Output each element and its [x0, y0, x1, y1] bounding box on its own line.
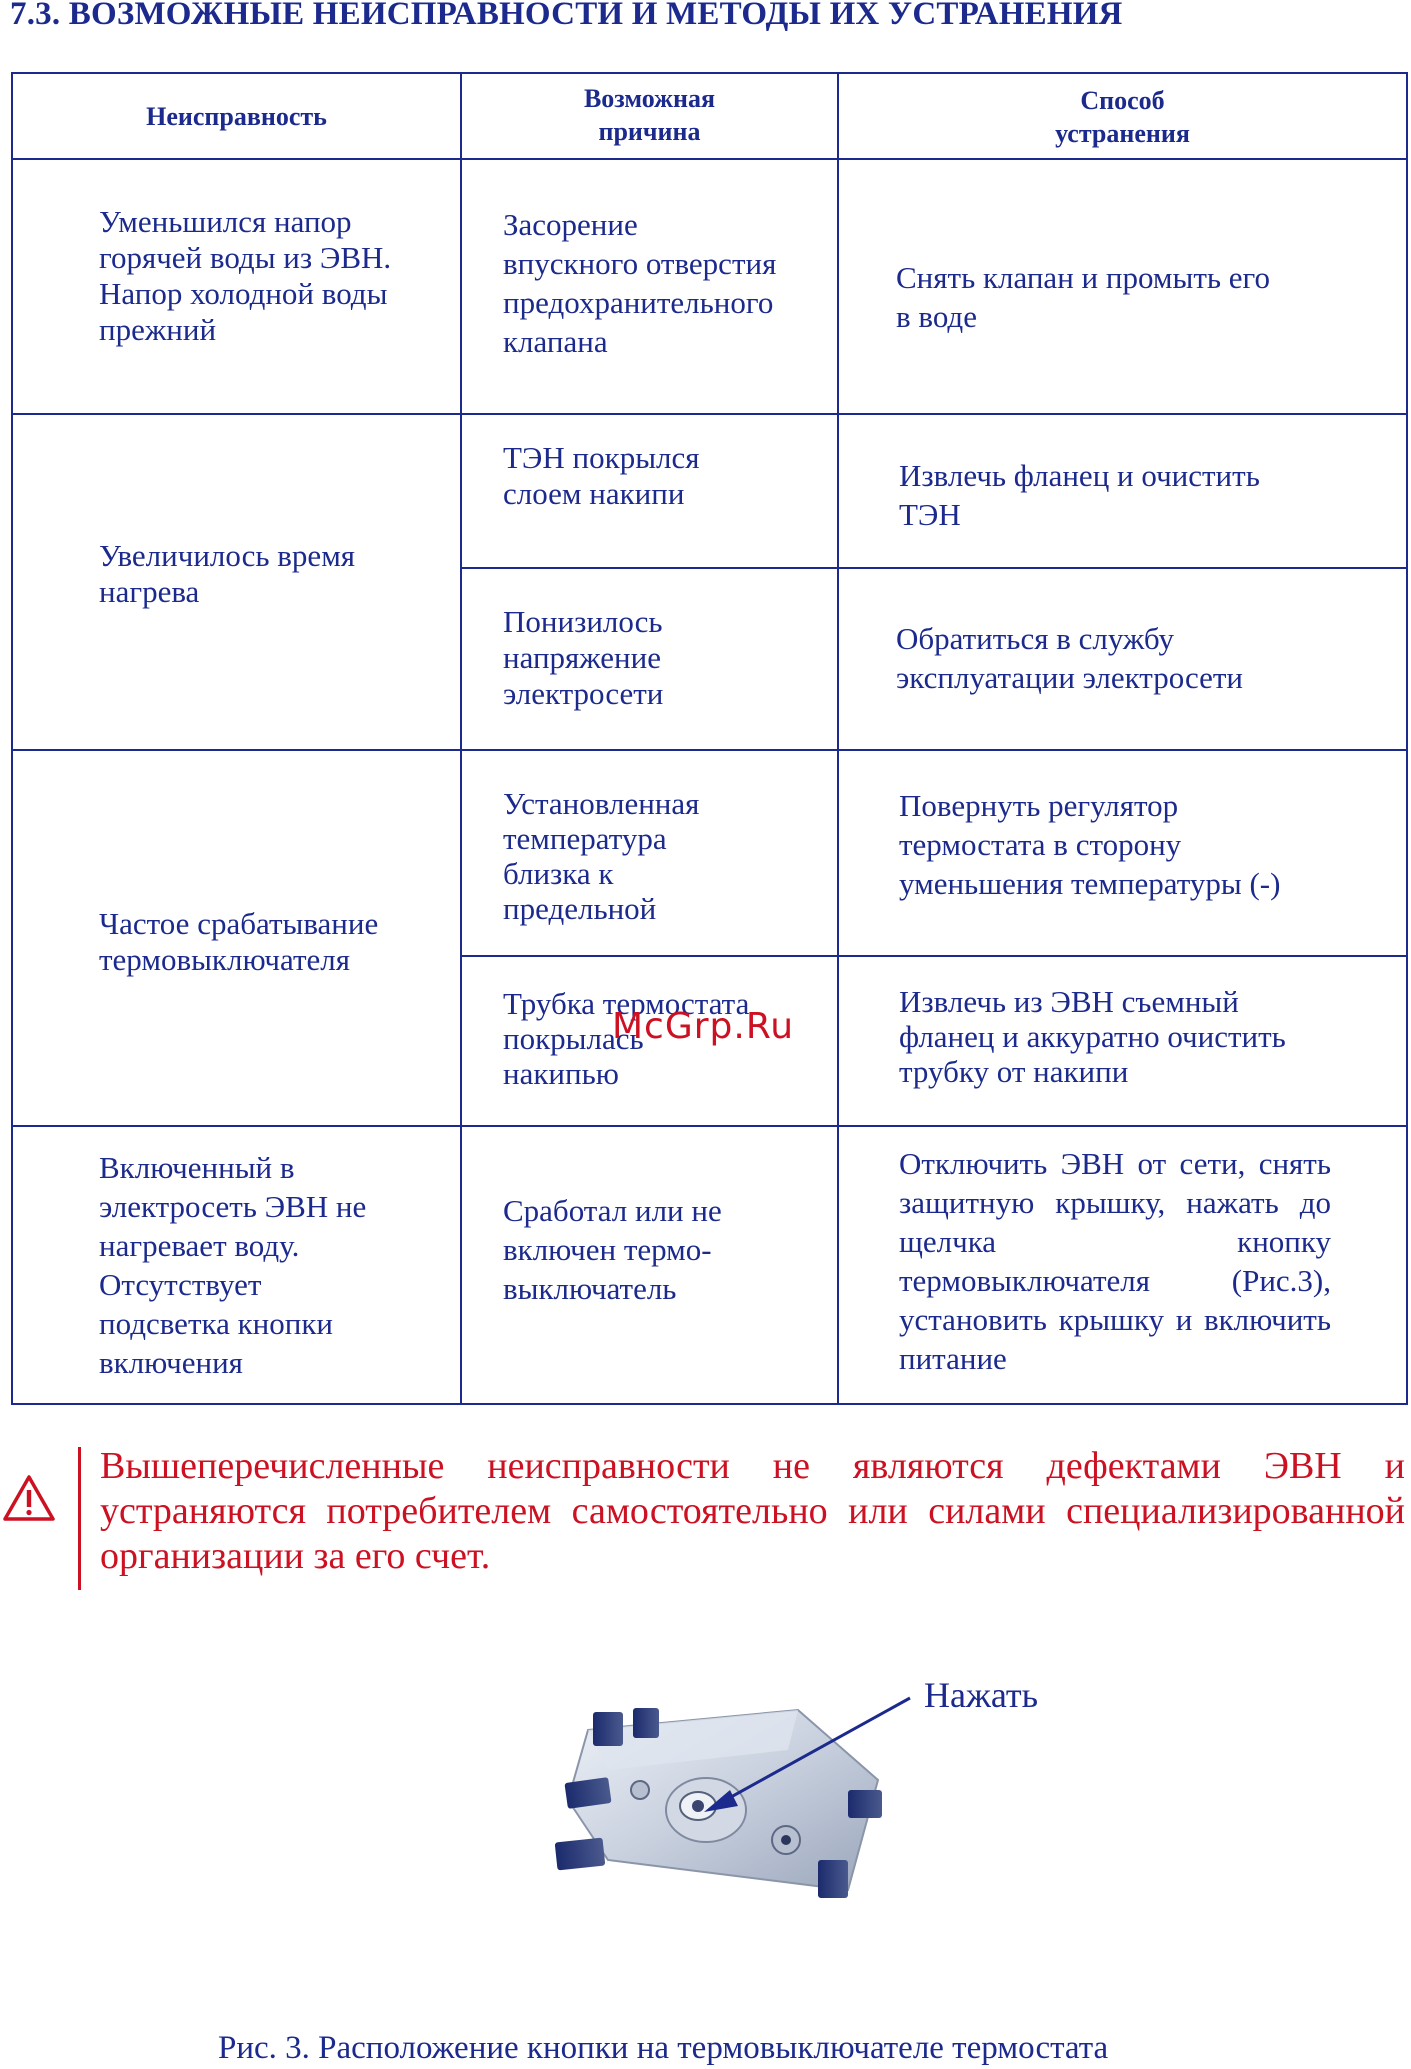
table-rule [460, 955, 1406, 957]
remedy-cell: Повернуть регулятор термостата в сторону уменьшения температуры (-) [899, 788, 1281, 901]
header-remedy: Способ устранения [1055, 86, 1190, 148]
fault-cell: Включенный в электросеть ЭВН не нагревает воду. Отсутствует подсветка кнопки включения [99, 1150, 367, 1380]
table-rule [837, 72, 839, 1405]
figure-caption: Рис. 3. Расположение кнопки на термовыключателе термостата [218, 2030, 1109, 2066]
callout-arrow [700, 1690, 920, 1820]
warning-text: Вышеперечисленные неисправности не являются дефектами ЭВН и устраняются потребителем самостоятельно или силами специализированной организации за его счет. [100, 1445, 1405, 1577]
remedy-cell: Извлечь фланец и очистить ТЭН [899, 458, 1260, 532]
header-cause: Возможная причина [583, 84, 716, 146]
fault-cell: Увеличилось время нагрева [99, 538, 356, 609]
table-rule [13, 749, 1406, 751]
troubleshooting-table [11, 72, 1408, 1405]
callout-label: Нажать [924, 1675, 1039, 1715]
remedy-cell: Обратиться в службу эксплуатации электросети [896, 621, 1244, 695]
table-rule [13, 158, 1406, 160]
cause-cell: Понизилось напряжение электросети [503, 604, 664, 711]
fault-cell: Уменьшился напор горячей воды из ЭВН. Напор холодной воды прежний [99, 204, 392, 347]
cause-cell: Трубка термостата покрылась накипью [503, 986, 750, 1091]
cause-cell: Сработал или не включен термо- выключатель [503, 1193, 722, 1306]
cause-cell: ТЭН покрылся слоем накипи [503, 440, 700, 511]
cause-cell: Установленная температура близка к предельной [503, 786, 700, 926]
header-fault: Неисправность [146, 102, 327, 131]
cause-cell: Засорение впускного отверстия предохранительного клапана [503, 207, 777, 359]
remedy-cell: Извлечь из ЭВН съемный фланец и аккуратно очистить трубку от накипи [899, 984, 1286, 1089]
remedy-cell: Отключить ЭВН от сети, снять защитную крышку, нажать до щелчка кнопку термовыключателя (Рис.3), установить крышку и включить питание [899, 1146, 1331, 1376]
table-rule [460, 567, 1406, 569]
table-rule [13, 72, 1406, 74]
table-rule [13, 1125, 1406, 1127]
fault-cell: Частое срабатывание термовыключателя [99, 906, 379, 977]
warning-triangle-icon [2, 1474, 56, 1522]
table-rule [460, 72, 462, 1405]
watermark: McGrp.Ru [612, 1006, 795, 1047]
table-rule [13, 1403, 1406, 1405]
section-title: 7.3. ВОЗМОЖНЫЕ НЕИСПРАВНОСТИ И МЕТОДЫ ИХ УСТРАНЕНИЯ [10, 0, 1123, 32]
remedy-cell: Снять клапан и промыть его в воде [896, 260, 1270, 334]
table-rule [13, 413, 1406, 415]
warning-bar [78, 1447, 81, 1590]
